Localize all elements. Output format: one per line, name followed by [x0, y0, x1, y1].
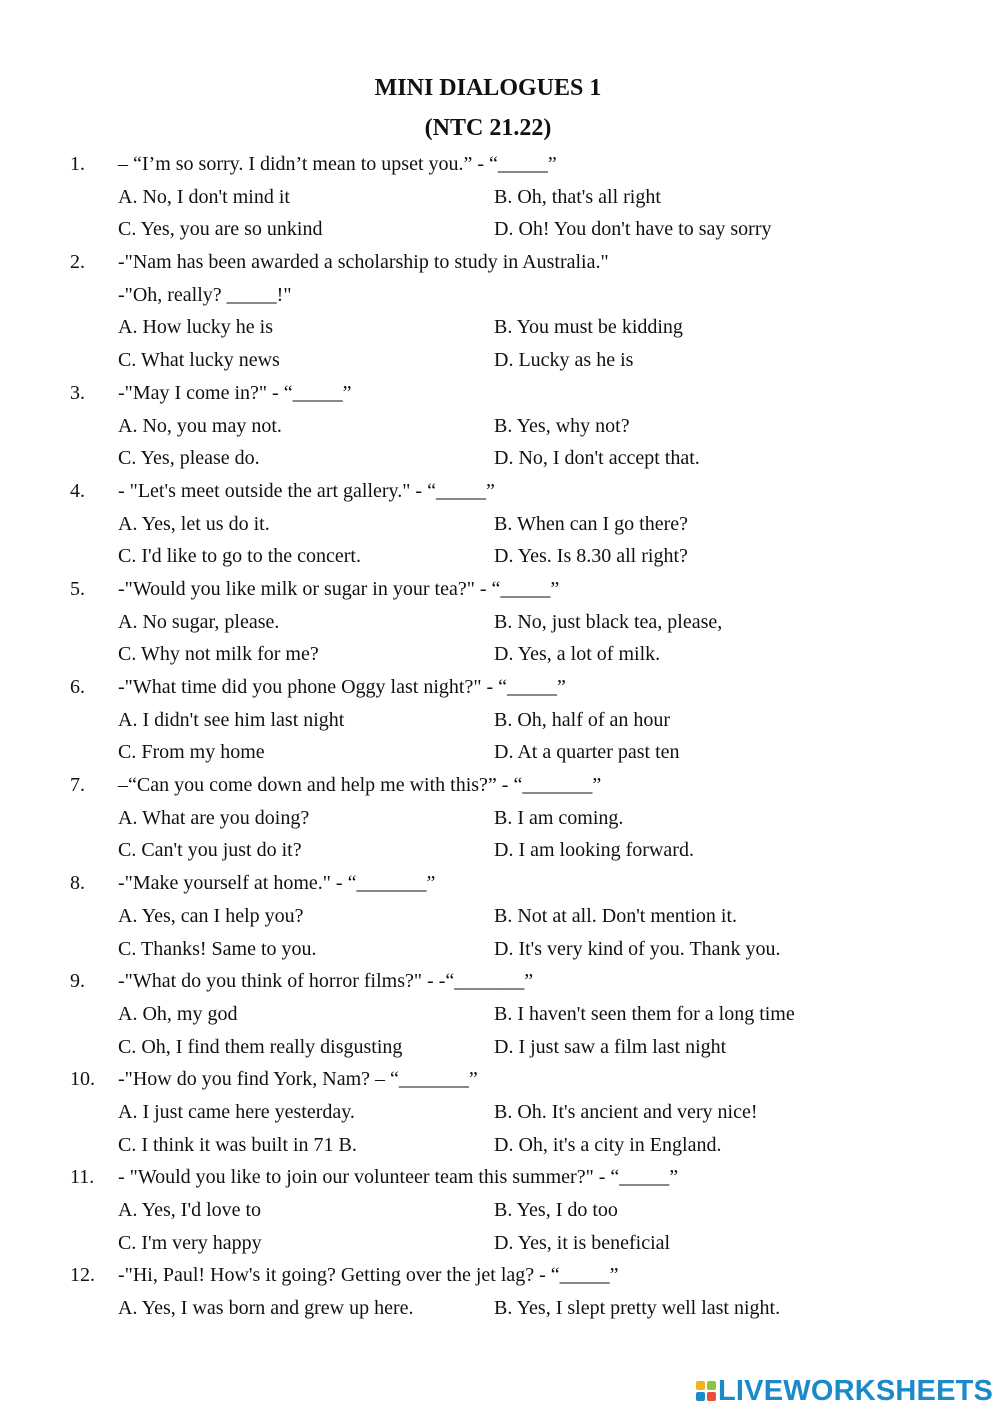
- question-number: 11.: [70, 1166, 95, 1189]
- question-stem: - "Let's meet outside the art gallery." - “_____”: [118, 479, 495, 502]
- question-stem-line: [0, 769, 1000, 802]
- question-stem: -"How do you find York, Nam? – “_______”: [118, 1068, 478, 1091]
- option-a: A. Yes, can I help you?: [118, 904, 304, 927]
- question-stem-line: [0, 867, 1000, 900]
- question-number: 5.: [70, 577, 85, 600]
- option-a: A. What are you doing?: [118, 806, 310, 829]
- option-d: D. Yes, it is beneficial: [494, 1231, 671, 1254]
- options-row: [0, 1227, 1000, 1260]
- option-d: D. Oh, it's a city in England.: [494, 1133, 722, 1156]
- option-b: B. When can I go there?: [494, 512, 688, 535]
- option-d: D. It's very kind of you. Thank you.: [494, 937, 781, 960]
- question-item: [0, 965, 1000, 1063]
- question-item: [0, 246, 1000, 377]
- options-row: [0, 802, 1000, 835]
- question-stem: -"Nam has been awarded a scholarship to study in Australia.": [118, 251, 609, 274]
- option-b: B. I am coming.: [494, 806, 624, 829]
- option-b: B. Oh, half of an hour: [494, 708, 671, 731]
- options-row: [0, 344, 1000, 377]
- option-c: C. Can't you just do it?: [118, 839, 302, 862]
- question-stem: – “I’m so sorry. I didn’t mean to upset you.” - “_____”: [118, 153, 557, 175]
- option-b: B. No, just black tea, please,: [494, 610, 723, 633]
- options-row: [0, 1096, 1000, 1129]
- options-row: [0, 410, 1000, 443]
- logo-grid-icon: [696, 1381, 716, 1401]
- options-row: [0, 1129, 1000, 1162]
- question-number: 12.: [70, 1264, 95, 1287]
- options-row: [0, 933, 1000, 966]
- question-stem-line: [0, 475, 1000, 508]
- options-row: [0, 638, 1000, 671]
- options-row: [0, 311, 1000, 344]
- question-number: 8.: [70, 872, 85, 895]
- question-item: [0, 671, 1000, 769]
- question-number: 10.: [70, 1068, 95, 1091]
- question-item: [0, 1063, 1000, 1161]
- option-b: B. Yes, I do too: [494, 1199, 618, 1221]
- option-b: B. You must be kidding: [494, 316, 683, 339]
- option-c: C. Why not milk for me?: [118, 643, 319, 666]
- option-d: D. Oh! You don't have to say sorry: [494, 218, 772, 241]
- question-stem: - "Would you like to join our volunteer team this summer?" - “_____”: [118, 1166, 679, 1189]
- question-stem-line: [0, 1161, 1000, 1194]
- question-stem: -"Would you like milk or sugar in your tea?" - “_____”: [118, 577, 560, 600]
- option-a: A. Yes, let us do it.: [118, 512, 270, 535]
- options-row: [0, 1194, 1000, 1227]
- question-item: [0, 573, 1000, 671]
- question-item: [0, 769, 1000, 867]
- question-item: [0, 1259, 1000, 1324]
- question-number: 3.: [70, 381, 85, 404]
- question-number: 2.: [70, 251, 85, 274]
- question-stem-line: [0, 1259, 1000, 1292]
- option-c: C. Thanks! Same to you.: [118, 937, 317, 960]
- liveworksheets-logo: [696, 1374, 993, 1408]
- option-b: B. Oh, that's all right: [494, 185, 661, 208]
- question-stem: -"Oh, really? _____!": [118, 283, 292, 306]
- option-d: D. Yes. Is 8.30 all right?: [494, 545, 688, 568]
- question-number: 1.: [70, 153, 85, 175]
- options-row: [0, 998, 1000, 1031]
- option-d: D. No, I don't accept that.: [494, 447, 700, 470]
- option-d: D. At a quarter past ten: [494, 741, 680, 764]
- options-row: [0, 213, 1000, 246]
- option-b: B. I haven't seen them for a long time: [494, 1002, 795, 1025]
- option-a: A. I just came here yesterday.: [118, 1100, 355, 1123]
- question-number: 4.: [70, 479, 85, 502]
- option-c: C. I'm very happy: [118, 1231, 262, 1254]
- page-title: MINI DIALOGUES 1: [374, 75, 602, 101]
- options-row: [0, 442, 1000, 475]
- question-number: 6.: [70, 676, 85, 698]
- option-c: C. From my home: [118, 741, 265, 764]
- options-row: [0, 1292, 1000, 1325]
- question-item: [0, 377, 1000, 475]
- option-d: D. Lucky as he is: [494, 349, 634, 372]
- question-item: [0, 867, 1000, 965]
- question-stem-line: [0, 246, 1000, 279]
- option-b: B. Yes, I slept pretty well last night.: [494, 1297, 781, 1320]
- question-stem: -"Make yourself at home." - “_______”: [118, 872, 436, 895]
- option-c: C. Yes, please do.: [118, 447, 260, 470]
- logo-square-icon: [707, 1381, 716, 1390]
- options-row: [0, 704, 1000, 737]
- option-c: C. I think it was built in 71 B.: [118, 1133, 357, 1156]
- options-row: [0, 181, 1000, 214]
- option-c: C. I'd like to go to the concert.: [118, 545, 361, 568]
- question-item: [0, 148, 1000, 246]
- question-stem-line: [0, 279, 1000, 312]
- question-stem: -"Hi, Paul! How's it going? Getting over the jet lag? - “_____”: [118, 1264, 619, 1287]
- options-row: [0, 508, 1000, 541]
- option-d: D. I just saw a film last night: [494, 1035, 727, 1058]
- question-stem-line: [0, 377, 1000, 410]
- option-b: B. Oh. It's ancient and very nice!: [494, 1100, 758, 1123]
- question-stem-line: [0, 965, 1000, 998]
- logo-square-icon: [707, 1392, 716, 1401]
- options-row: [0, 736, 1000, 769]
- option-a: A. I didn't see him last night: [118, 708, 345, 731]
- options-row: [0, 606, 1000, 639]
- brand-name: LIVEWORKSHEETS: [718, 1374, 994, 1407]
- question-stem: -"What do you think of horror films?" - -“_______”: [118, 970, 534, 993]
- question-item: [0, 1161, 1000, 1259]
- options-row: [0, 540, 1000, 573]
- option-a: A. No, I don't mind it: [118, 185, 290, 208]
- option-b: B. Not at all. Don't mention it.: [494, 904, 738, 927]
- options-row: [0, 900, 1000, 933]
- page-subtitle: (NTC 21.22): [424, 115, 552, 141]
- option-b: B. Yes, why not?: [494, 414, 630, 437]
- option-c: C. What lucky news: [118, 349, 280, 372]
- question-item: [0, 475, 1000, 573]
- question-stem-line: [0, 573, 1000, 606]
- options-row: [0, 1031, 1000, 1064]
- option-a: A. No, you may not.: [118, 414, 282, 437]
- option-c: C. Oh, I find them really disgusting: [118, 1035, 403, 1058]
- logo-square-icon: [696, 1392, 705, 1401]
- option-a: A. Oh, my god: [118, 1002, 238, 1025]
- question-stem: -"May I come in?" - “_____”: [118, 381, 352, 404]
- question-number: 7.: [70, 774, 85, 797]
- question-stem-line: [0, 148, 1000, 181]
- question-stem: –“Can you come down and help me with this?” - “_______”: [118, 774, 602, 797]
- options-row: [0, 834, 1000, 867]
- question-stem-line: [0, 1063, 1000, 1096]
- option-a: A. Yes, I was born and grew up here.: [118, 1297, 414, 1320]
- question-stem-line: [0, 671, 1000, 704]
- question-number: 9.: [70, 970, 85, 993]
- question-stem: -"What time did you phone Oggy last night?" - “_____”: [118, 676, 566, 698]
- option-c: C. Yes, you are so unkind: [118, 218, 323, 241]
- option-a: A. No sugar, please.: [118, 610, 280, 633]
- option-a: A. Yes, I'd love to: [118, 1199, 262, 1221]
- logo-square-icon: [696, 1381, 705, 1390]
- option-d: D. Yes, a lot of milk.: [494, 643, 661, 666]
- question-list: [0, 148, 1000, 1325]
- option-d: D. I am looking forward.: [494, 839, 694, 862]
- option-a: A. How lucky he is: [118, 316, 273, 339]
